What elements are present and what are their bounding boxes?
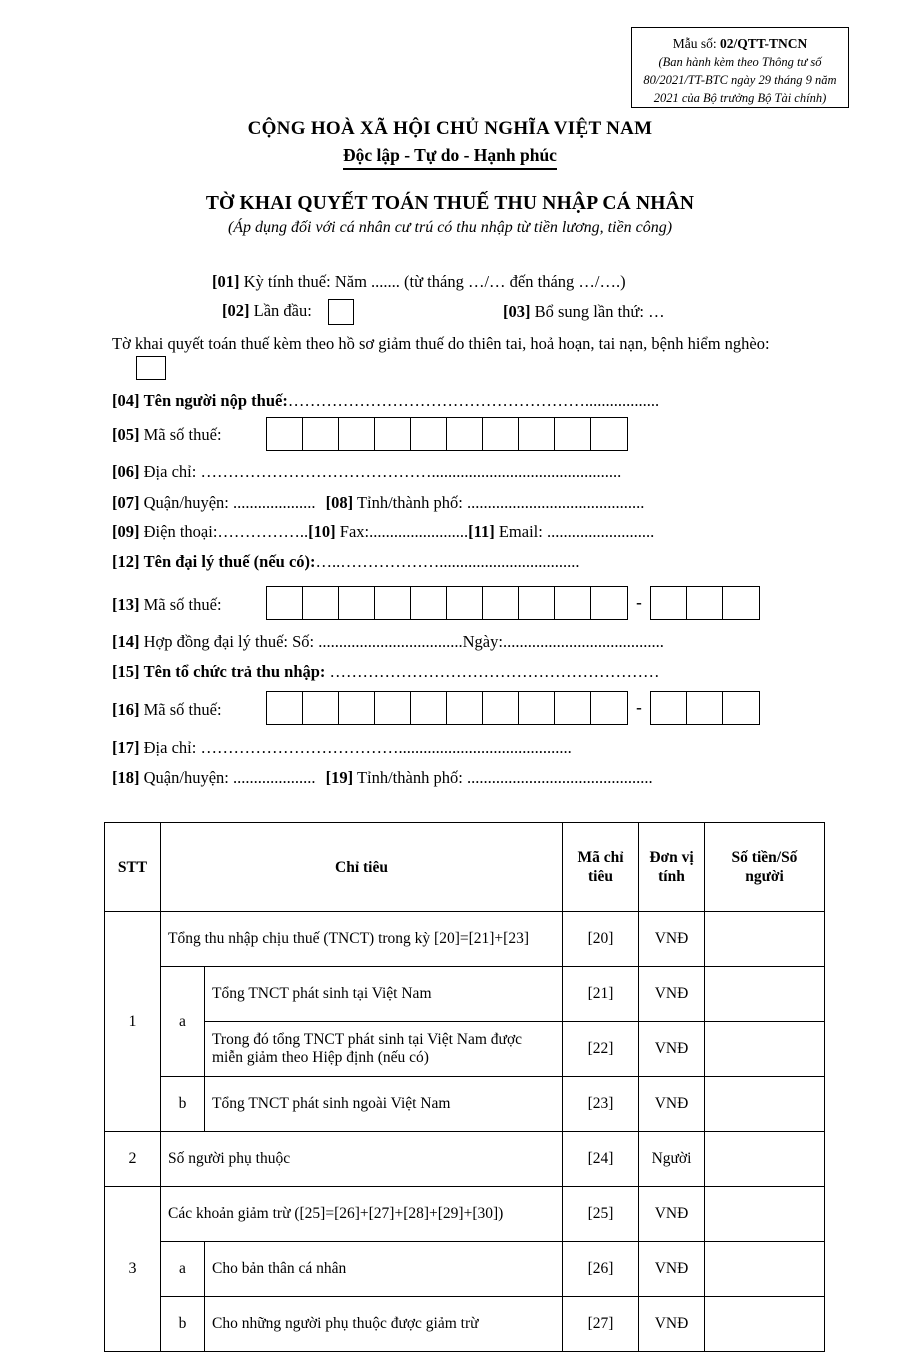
field-13-separator: - <box>636 593 642 612</box>
table-header-unit: Đơn vị tính <box>639 823 705 912</box>
tax-code-cell[interactable] <box>483 587 519 619</box>
field-16-cell-group-main[interactable] <box>266 691 628 725</box>
field-04-dots[interactable]: ……………………………………………….................. <box>287 391 660 410</box>
field-16-code: [16] <box>112 700 140 719</box>
row-code: [25] <box>563 1187 639 1242</box>
field-07-dots[interactable]: .................... <box>232 493 316 512</box>
field-03-code: [03] <box>503 302 531 321</box>
field-14-label-date: Ngày: <box>462 632 503 651</box>
field-02-label: Lần đầu: <box>253 300 312 320</box>
tax-code-cell[interactable] <box>303 692 339 724</box>
field-05-tax-code-boxes[interactable] <box>266 417 628 451</box>
row-value[interactable] <box>705 1187 825 1242</box>
tax-code-cell[interactable] <box>267 587 303 619</box>
tax-code-cell[interactable] <box>483 418 519 450</box>
field-05-label: Mã số thuế: <box>143 425 222 444</box>
field-08-label: Tỉnh/thành phố: <box>356 493 463 512</box>
row-criteria: Tổng TNCT phát sinh tại Việt Nam <box>205 967 563 1022</box>
tax-code-cell[interactable] <box>375 587 411 619</box>
field-11-code: [11] <box>468 522 495 541</box>
field-13-cell-group-main[interactable] <box>266 586 628 620</box>
tax-code-cell[interactable] <box>591 587 627 619</box>
tax-code-cell[interactable] <box>723 587 759 619</box>
tax-code-cell[interactable] <box>303 587 339 619</box>
row-stt: 2 <box>105 1132 161 1187</box>
field-19-dots[interactable]: ............................................. <box>466 768 653 787</box>
national-motto: Độc lập - Tự do - Hạnh phúc <box>343 145 557 170</box>
table-row <box>105 1187 825 1242</box>
field-06-address <box>112 461 621 483</box>
field-14-code: [14] <box>112 632 140 651</box>
row-value[interactable] <box>705 967 825 1022</box>
field-10-code: [10] <box>308 522 336 541</box>
field-02-code: [02] <box>222 300 250 320</box>
page-subtitle: (Áp dụng đối với cá nhân cư trú có thu nhập từ tiền lương, tiền công) <box>227 219 673 236</box>
row-unit: VNĐ <box>639 1297 705 1352</box>
tax-code-cell[interactable] <box>687 587 723 619</box>
row-code: [21] <box>563 967 639 1022</box>
tax-code-cell[interactable] <box>555 418 591 450</box>
field-02-first-time <box>222 299 354 325</box>
table-body <box>105 912 825 1352</box>
field-07-code: [07] <box>112 493 140 512</box>
field-18-dots[interactable]: .................... <box>232 768 316 787</box>
field-02-checkbox[interactable] <box>328 299 354 325</box>
field-01-tax-period <box>212 271 626 293</box>
form-code-box <box>631 27 849 108</box>
field-18-code: [18] <box>112 768 140 787</box>
field-15-code: [15] <box>112 662 140 681</box>
row-criteria: Trong đó tổng TNCT phát sinh tại Việt Nam được miễn giảm theo Hiệp định (nếu có) <box>205 1022 563 1077</box>
row-stt: 3 <box>105 1187 161 1352</box>
field-01-label: Kỳ tính thuế: Năm ....... (từ tháng …/… đến tháng …/….) <box>243 272 626 291</box>
field-19-label: Tỉnh/thành phố: <box>356 768 463 787</box>
row-sub-letter: b <box>161 1297 205 1352</box>
row-unit: VNĐ <box>639 1242 705 1297</box>
disaster-relief-text: Tờ khai quyết toán thuế kèm theo hồ sơ giảm thuế do thiên tai, hoả hoạn, tai nạn, bệnh hiểm nghèo: <box>112 334 770 353</box>
tax-code-cell[interactable] <box>447 587 483 619</box>
field-03-supplement <box>503 301 665 323</box>
row-value[interactable] <box>705 1297 825 1352</box>
field-16-tax-code-label-wrap <box>112 699 222 721</box>
table-row <box>105 967 825 1022</box>
field-16-tax-code-boxes[interactable] <box>266 691 760 725</box>
national-heading: CỘNG HOÀ XÃ HỘI CHỦ NGHĨA VIỆT NAM <box>247 118 653 139</box>
row-code: [24] <box>563 1132 639 1187</box>
field-17-code: [17] <box>112 738 140 757</box>
field-04-taxpayer-name <box>112 390 659 412</box>
field-06-dots[interactable]: …………………………………….............................................. <box>200 462 622 481</box>
field-01-code: [01] <box>212 272 240 291</box>
form-code-line <box>632 34 848 53</box>
field-09-label: Điện thoại: <box>143 522 218 541</box>
tax-code-cell[interactable] <box>651 692 687 724</box>
field-13-code: [13] <box>112 595 140 614</box>
tax-code-cell[interactable] <box>519 692 555 724</box>
row-code: [20] <box>563 912 639 967</box>
field-05-cell-group[interactable] <box>266 417 628 451</box>
row-sub-letter: b <box>161 1077 205 1132</box>
row-criteria: Tổng TNCT phát sinh ngoài Việt Nam <box>205 1077 563 1132</box>
tax-code-cell[interactable] <box>411 692 447 724</box>
field-17-payer-address <box>112 737 572 759</box>
table-row <box>105 1242 825 1297</box>
table-row <box>105 912 825 967</box>
table-header-row <box>105 823 825 912</box>
row-stt: 1 <box>105 912 161 1132</box>
field-07-label: Quận/huyện: <box>143 493 229 512</box>
row-value[interactable] <box>705 1022 825 1077</box>
row-unit: VNĐ <box>639 1077 705 1132</box>
field-09-dots[interactable]: …………….. <box>217 522 309 541</box>
field-14-dots-1[interactable]: ................................... <box>318 632 463 651</box>
tax-code-cell[interactable] <box>723 692 759 724</box>
row-unit: VNĐ <box>639 967 705 1022</box>
tax-declaration-table <box>104 822 825 1352</box>
field-12-code: [12] <box>112 552 140 571</box>
field-13-cell-group-suffix[interactable] <box>650 586 760 620</box>
form-code-note-line-2: 80/2021/TT-BTC ngày 29 tháng 9 năm <box>643 73 837 87</box>
field-04-label: Tên người nộp thuế: <box>143 391 288 410</box>
row-unit: Người <box>639 1132 705 1187</box>
tax-code-cell[interactable] <box>447 418 483 450</box>
field-13-tax-code-label-wrap <box>112 594 222 616</box>
table-row <box>105 1297 825 1352</box>
field-09-10-11-contact <box>112 521 654 543</box>
disaster-relief-checkbox[interactable] <box>136 356 166 380</box>
field-13-tax-code-boxes[interactable] <box>266 586 760 620</box>
row-code: [23] <box>563 1077 639 1132</box>
tax-code-cell[interactable] <box>555 587 591 619</box>
tax-code-cell[interactable] <box>411 418 447 450</box>
field-04-code: [04] <box>112 391 140 410</box>
tax-code-cell[interactable] <box>303 418 339 450</box>
tax-code-cell[interactable] <box>411 587 447 619</box>
field-08-dots[interactable]: ........................................... <box>466 493 645 512</box>
field-11-dots[interactable]: .......................... <box>546 522 655 541</box>
field-06-label: Địa chỉ: <box>143 462 197 481</box>
tax-code-cell[interactable] <box>375 418 411 450</box>
field-05-tax-code-label-wrap <box>112 424 222 446</box>
tax-code-cell[interactable] <box>267 418 303 450</box>
tax-code-cell[interactable] <box>687 692 723 724</box>
tax-code-cell[interactable] <box>591 692 627 724</box>
row-criteria: Cho bản thân cá nhân <box>205 1242 563 1297</box>
tax-code-cell[interactable] <box>339 692 375 724</box>
tax-code-cell[interactable] <box>519 587 555 619</box>
table-header-stt: STT <box>105 823 161 912</box>
disaster-relief-note <box>112 331 812 382</box>
tax-code-cell[interactable] <box>591 418 627 450</box>
row-value[interactable] <box>705 912 825 967</box>
field-03-label: Bổ sung lần thứ: … <box>534 302 665 321</box>
table-header-criteria: Chỉ tiêu <box>161 823 563 912</box>
field-06-code: [06] <box>112 462 140 481</box>
form-code-value: 02/QTT-TNCN <box>719 36 808 51</box>
field-12-tax-agent-name <box>112 551 580 573</box>
field-10-dots[interactable]: ........................ <box>369 522 469 541</box>
table-header-code: Mã chỉ tiêu <box>563 823 639 912</box>
national-motto-wrapper <box>0 145 900 170</box>
tax-code-cell[interactable] <box>375 692 411 724</box>
tax-code-cell[interactable] <box>519 418 555 450</box>
field-08-code: [08] <box>325 493 354 512</box>
row-value[interactable] <box>705 1132 825 1187</box>
tax-code-cell[interactable] <box>447 692 483 724</box>
field-18-label: Quận/huyện: <box>143 768 229 787</box>
table-row <box>105 1077 825 1132</box>
field-14-dots-2[interactable]: ....................................... <box>502 632 664 651</box>
tax-code-cell[interactable] <box>339 418 375 450</box>
field-14-label: Hợp đồng đại lý thuế: Số: <box>143 632 315 651</box>
form-code-note-line-3: 2021 của Bộ trưởng Bộ Tài chính) <box>653 91 827 105</box>
row-code: [27] <box>563 1297 639 1352</box>
tax-code-cell[interactable] <box>483 692 519 724</box>
field-11-label: Email: <box>498 522 543 541</box>
field-17-label: Địa chỉ: <box>143 738 197 757</box>
row-sub-letter: a <box>161 967 205 1077</box>
field-13-label: Mã số thuế: <box>143 595 222 614</box>
field-15-label: Tên tổ chức trả thu nhập: <box>143 662 326 681</box>
row-value[interactable] <box>705 1242 825 1297</box>
table-row <box>105 1022 825 1077</box>
row-unit: VNĐ <box>639 1187 705 1242</box>
field-10-label: Fax: <box>339 522 370 541</box>
field-16-separator: - <box>636 698 642 717</box>
tax-code-cell[interactable] <box>555 692 591 724</box>
table-row <box>105 1132 825 1187</box>
form-code-label: Mẫu số: <box>672 36 717 51</box>
tax-code-cell[interactable] <box>267 692 303 724</box>
field-15-income-payer <box>112 661 660 683</box>
field-14-agent-contract <box>112 631 664 653</box>
row-criteria: Tổng thu nhập chịu thuế (TNCT) trong kỳ [20]=[21]+[23] <box>161 912 563 967</box>
form-code-note-line-1: (Ban hành kèm theo Thông tư số <box>658 55 822 69</box>
row-criteria: Cho những người phụ thuộc được giảm trừ <box>205 1297 563 1352</box>
row-code: [26] <box>563 1242 639 1297</box>
row-unit: VNĐ <box>639 1022 705 1077</box>
field-15-dots[interactable]: …………………………………………………… <box>329 662 660 681</box>
page-title: TỜ KHAI QUYẾT TOÁN THUẾ THU NHẬP CÁ NHÂN <box>205 193 695 214</box>
field-07-08-district-province <box>112 492 644 514</box>
field-12-label: Tên đại lý thuế (nếu có): <box>143 552 316 571</box>
field-12-dots[interactable]: …..……………….................................. <box>315 552 580 571</box>
tax-code-cell[interactable] <box>339 587 375 619</box>
row-unit: VNĐ <box>639 912 705 967</box>
row-code: [22] <box>563 1022 639 1077</box>
field-16-cell-group-suffix[interactable] <box>650 691 760 725</box>
tax-code-cell[interactable] <box>651 587 687 619</box>
field-16-label: Mã số thuế: <box>143 700 222 719</box>
row-value[interactable] <box>705 1077 825 1132</box>
row-criteria: Các khoản giảm trừ ([25]=[26]+[27]+[28]+[29]+[30]) <box>161 1187 563 1242</box>
row-sub-letter: a <box>161 1242 205 1297</box>
field-09-code: [09] <box>112 522 140 541</box>
field-17-dots[interactable]: ……………………………….......................................... <box>200 738 572 757</box>
row-criteria: Số người phụ thuộc <box>161 1132 563 1187</box>
field-05-code: [05] <box>112 425 140 444</box>
table-header-amount: Số tiền/Số người <box>705 823 825 912</box>
field-19-code: [19] <box>325 768 354 787</box>
field-18-19-payer-district-province <box>112 767 653 789</box>
